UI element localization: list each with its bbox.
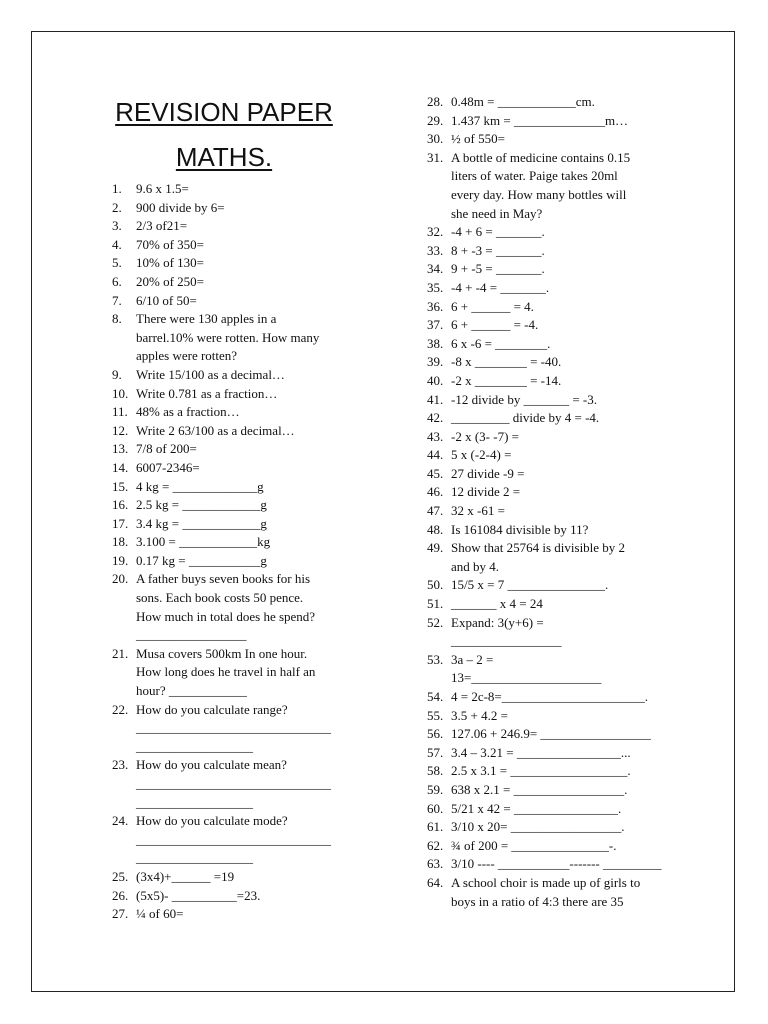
question-number: 48. xyxy=(427,521,444,537)
question-text: 4 kg = _____________g xyxy=(136,478,264,494)
question-text: 10% of 130= xyxy=(136,255,204,271)
question-number: 45. xyxy=(427,465,444,481)
question-item xyxy=(112,440,374,459)
question-text: 0.48m = ____________cm. xyxy=(451,94,595,109)
question-item xyxy=(427,298,697,317)
question-text: 3.5 + 4.2 = xyxy=(451,707,508,723)
question-item xyxy=(427,818,697,837)
question-item xyxy=(427,614,697,651)
question-number: 20. xyxy=(112,571,129,587)
question-text: 1.437 km = ______________m… xyxy=(451,112,629,128)
question-number: 63. xyxy=(427,856,444,872)
question-number: 29. xyxy=(427,112,444,128)
question-number: 4. xyxy=(112,236,122,252)
question-text: 5 x (-2-4) = xyxy=(451,447,512,463)
page-subtitle: MATHS. xyxy=(175,142,273,172)
question-item xyxy=(427,409,697,428)
question-number: 46. xyxy=(427,484,444,500)
question-number: 49. xyxy=(427,540,444,556)
question-number: 56. xyxy=(427,726,444,742)
question-text: (5x5)- __________=23. xyxy=(136,887,261,903)
question-text: 8 + -3 = _______. xyxy=(451,242,545,258)
question-number: 3. xyxy=(112,218,122,234)
question-number: 38. xyxy=(427,335,444,351)
left-question-column xyxy=(112,180,374,924)
question-item xyxy=(427,521,697,540)
question-text: 900 divide by 6= xyxy=(136,199,225,215)
question-number: 37. xyxy=(427,317,444,333)
question-number: 34. xyxy=(427,261,444,277)
question-number: 40. xyxy=(427,372,444,388)
question-item xyxy=(112,254,374,273)
question-number: 23. xyxy=(112,757,129,773)
question-number: 52. xyxy=(427,614,444,630)
question-text: -2 x ________ = -14. xyxy=(451,372,562,388)
question-item xyxy=(427,837,697,856)
question-number: 21. xyxy=(112,645,129,661)
question-text: How do you calculate mean? ______________________________ __________________ xyxy=(136,757,331,810)
question-text: 32 x -61 = xyxy=(451,503,505,519)
question-item xyxy=(112,812,374,868)
question-number: 61. xyxy=(427,819,444,835)
question-item xyxy=(112,887,374,906)
question-text: (3x4)+______ =19 xyxy=(136,868,235,884)
question-number: 9. xyxy=(112,366,122,382)
question-number: 8. xyxy=(112,311,122,327)
question-item xyxy=(112,552,374,571)
question-text: 6/10 of 50= xyxy=(136,292,197,308)
question-item xyxy=(427,93,697,112)
question-item xyxy=(427,242,697,261)
question-number: 15. xyxy=(112,478,129,494)
question-text: Musa covers 500km In one hour. How long does he travel in half an hour? ____________ xyxy=(136,645,316,699)
question-number: 1. xyxy=(112,181,122,196)
question-number: 44. xyxy=(427,447,444,463)
question-number: 33. xyxy=(427,242,444,258)
question-number: 14. xyxy=(112,459,129,475)
question-item xyxy=(427,781,697,800)
question-item xyxy=(427,149,697,223)
question-item xyxy=(427,260,697,279)
question-item xyxy=(427,502,697,521)
question-text: -4 + 6 = _______. xyxy=(451,224,545,240)
question-number: 59. xyxy=(427,781,444,797)
question-number: 2. xyxy=(112,199,122,215)
question-text: Expand: 3(y+6) = _________________ xyxy=(451,614,562,649)
question-item xyxy=(427,279,697,298)
question-number: 18. xyxy=(112,534,129,550)
question-text: Write 2 63/100 as a decimal… xyxy=(136,422,295,438)
question-item xyxy=(427,725,697,744)
question-text: 9.6 x 1.5= xyxy=(136,181,189,196)
question-text: 6 + ______ = -4. xyxy=(451,317,539,333)
question-number: 55. xyxy=(427,707,444,723)
question-text: 6007-2346= xyxy=(136,459,200,475)
question-number: 25. xyxy=(112,868,129,884)
question-text: ¼ of 60= xyxy=(136,906,184,922)
question-item xyxy=(427,651,697,688)
question-number: 54. xyxy=(427,689,444,704)
question-number: 62. xyxy=(427,837,444,853)
question-text: 2.5 x 3.1 = __________________. xyxy=(451,763,631,779)
question-text: -12 divide by _______ = -3. xyxy=(451,391,597,407)
question-number: 6. xyxy=(112,273,122,289)
question-text: 48% as a fraction… xyxy=(136,404,240,420)
question-text: A bottle of medicine contains 0.15 liters of water. Paige takes 20ml every day. How many bottles will she need in May? xyxy=(451,149,631,221)
question-item xyxy=(427,762,697,781)
question-item xyxy=(427,744,697,763)
question-text: 6 x -6 = ________. xyxy=(451,335,551,351)
question-item xyxy=(112,533,374,552)
question-item xyxy=(427,707,697,726)
question-text: 3/10 x 20= _________________. xyxy=(451,819,625,835)
question-number: 10. xyxy=(112,385,129,401)
question-number: 39. xyxy=(427,354,444,370)
question-text: Write 15/100 as a decimal… xyxy=(136,366,285,382)
question-number: 58. xyxy=(427,763,444,779)
question-number: 24. xyxy=(112,813,129,829)
question-number: 5. xyxy=(112,255,122,271)
question-item xyxy=(427,316,697,335)
question-item xyxy=(427,335,697,354)
question-number: 32. xyxy=(427,224,444,240)
question-number: 13. xyxy=(112,441,129,457)
question-item xyxy=(427,539,697,576)
question-item xyxy=(427,428,697,447)
question-text: There were 130 apples in a barrel.10% were rotten. How many apples were rotten? xyxy=(136,311,320,364)
question-text: ¾ of 200 = _______________-. xyxy=(451,837,617,853)
question-number: 22. xyxy=(112,701,129,717)
question-item xyxy=(112,292,374,311)
question-number: 12. xyxy=(112,422,129,438)
question-text: Write 0.781 as a fraction… xyxy=(136,385,278,401)
question-number: 41. xyxy=(427,391,444,407)
question-text: -2 x (3- -7) = xyxy=(451,428,519,444)
question-item xyxy=(112,199,374,218)
question-text: 2.5 kg = ____________g xyxy=(136,497,267,513)
question-text: 2/3 of21= xyxy=(136,218,188,234)
question-number: 28. xyxy=(427,94,444,109)
question-number: 27. xyxy=(112,906,129,922)
question-text: 6 + ______ = 4. xyxy=(451,298,534,314)
right-question-column xyxy=(427,93,697,911)
question-item xyxy=(112,180,374,199)
question-item xyxy=(427,595,697,614)
question-item xyxy=(427,483,697,502)
question-item xyxy=(112,403,374,422)
question-text: 3.100 = ____________kg xyxy=(136,534,271,550)
question-text: 27 divide -9 = xyxy=(451,465,525,481)
question-item xyxy=(112,496,374,515)
question-item xyxy=(112,385,374,404)
question-item xyxy=(112,366,374,385)
question-item xyxy=(427,465,697,484)
question-item xyxy=(112,701,374,757)
question-item xyxy=(427,855,697,874)
question-item xyxy=(112,868,374,887)
question-number: 47. xyxy=(427,503,444,519)
question-text: Is 161084 divisible by 11? xyxy=(451,521,589,537)
question-item xyxy=(427,391,697,410)
question-item xyxy=(427,112,697,131)
question-number: 31. xyxy=(427,149,444,165)
question-text: -8 x ________ = -40. xyxy=(451,354,562,370)
question-item xyxy=(112,645,374,701)
question-number: 42. xyxy=(427,410,444,426)
question-text: 5/21 x 42 = ________________. xyxy=(451,800,622,816)
question-item xyxy=(112,422,374,441)
question-number: 19. xyxy=(112,552,129,568)
question-item xyxy=(112,905,374,924)
question-number: 17. xyxy=(112,515,129,531)
question-number: 57. xyxy=(427,744,444,760)
question-item xyxy=(112,756,374,812)
question-number: 51. xyxy=(427,596,444,612)
question-text: 638 x 2.1 = _________________. xyxy=(451,781,628,797)
question-text: 3a – 2 = 13=____________________ xyxy=(451,651,602,686)
question-item xyxy=(427,223,697,242)
question-text: 4 = 2c-8=______________________. xyxy=(451,689,649,704)
question-text: 9 + -5 = _______. xyxy=(451,261,545,277)
question-number: 26. xyxy=(112,887,129,903)
question-text: 7/8 of 200= xyxy=(136,441,197,457)
question-text: 20% of 250= xyxy=(136,273,204,289)
question-text: 70% of 350= xyxy=(136,236,204,252)
question-item xyxy=(427,800,697,819)
question-text: 3/10 ---- ___________------- _________ xyxy=(451,856,662,872)
question-item xyxy=(427,372,697,391)
question-text: A father buys seven books for his sons. Each book costs 50 pence. How much in total does he spend? _________________ xyxy=(136,571,316,643)
question-number: 43. xyxy=(427,428,444,444)
question-number: 16. xyxy=(112,497,129,513)
question-item xyxy=(427,446,697,465)
question-item xyxy=(112,236,374,255)
question-text: -4 + -4 = _______. xyxy=(451,279,550,295)
question-text: 3.4 kg = ____________g xyxy=(136,515,267,531)
question-number: 11. xyxy=(112,404,128,420)
page-title: REVISION PAPER xyxy=(115,97,333,127)
question-text: 127.06 + 246.9= _________________ xyxy=(451,726,651,742)
question-item xyxy=(112,310,374,366)
question-number: 60. xyxy=(427,800,444,816)
question-item xyxy=(427,576,697,595)
question-item xyxy=(427,353,697,372)
question-item xyxy=(112,217,374,236)
question-number: 36. xyxy=(427,298,444,314)
question-item xyxy=(427,874,697,911)
question-item xyxy=(112,478,374,497)
question-text: 3.4 – 3.21 = ________________... xyxy=(451,744,631,760)
question-number: 30. xyxy=(427,131,444,147)
question-item xyxy=(112,570,374,644)
question-item xyxy=(112,459,374,478)
question-text: 15/5 x = 7 _______________. xyxy=(451,577,609,593)
question-text: _______ x 4 = 24 xyxy=(451,596,543,612)
question-item xyxy=(112,273,374,292)
question-number: 50. xyxy=(427,577,444,593)
question-text: Show that 25764 is divisible by 2 and by 4. xyxy=(451,540,626,574)
question-number: 53. xyxy=(427,651,444,667)
question-text: ½ of 550= xyxy=(451,131,505,147)
question-text: 12 divide 2 = xyxy=(451,484,521,500)
question-number: 64. xyxy=(427,874,444,890)
question-item xyxy=(112,515,374,534)
question-text: _________ divide by 4 = -4. xyxy=(451,410,600,426)
question-item xyxy=(427,688,697,707)
question-number: 7. xyxy=(112,292,122,308)
question-text: How do you calculate range? ______________________________ __________________ xyxy=(136,701,331,754)
question-text: 0.17 kg = ___________g xyxy=(136,552,267,568)
question-item xyxy=(427,130,697,149)
question-text: How do you calculate mode? ______________________________ __________________ xyxy=(136,813,331,866)
question-number: 35. xyxy=(427,279,444,295)
question-text: A school choir is made up of girls to boys in a ratio of 4:3 there are 35 xyxy=(451,874,641,909)
